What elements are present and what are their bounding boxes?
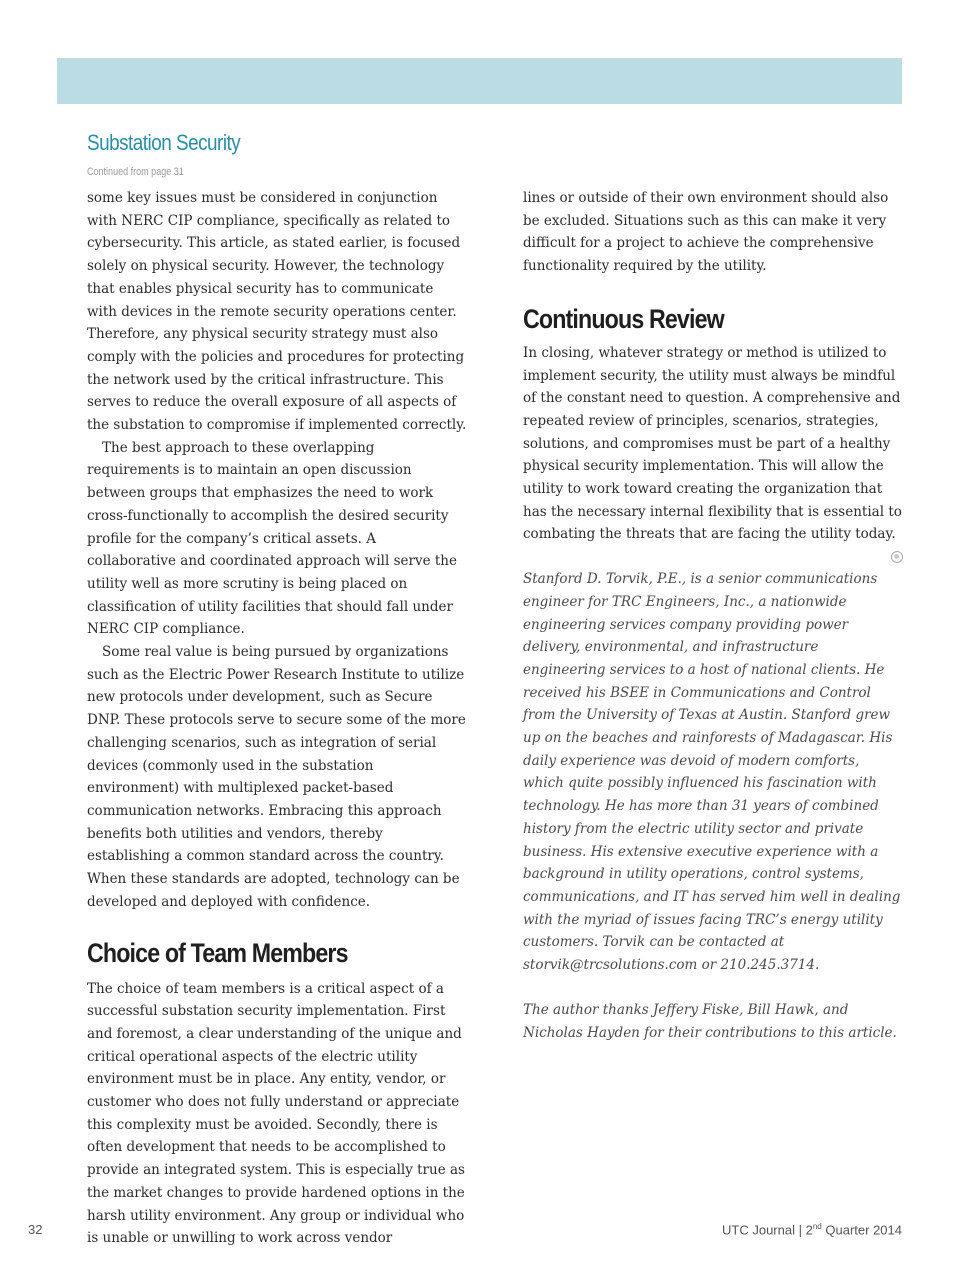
quarter-label: Quarter 2014: [825, 1222, 902, 1238]
page-number: 32: [28, 1222, 43, 1237]
end-of-article-icon: [891, 551, 903, 563]
acknowledgement: The author thanks Jeffery Fiske, Bill Hawk, and Nicholas Hayden for their contributions to this article.: [523, 1001, 897, 1041]
journal-name: UTC Journal: [722, 1222, 795, 1238]
quarter-suffix: nd: [812, 1222, 822, 1231]
header-banner: [57, 58, 902, 104]
quarter-number: 2: [805, 1222, 813, 1238]
author-bio: Stanford D. Torvik, P.E., is a senior communications engineer for TRC Engineers, Inc., a nationwide engineering services company providing power delivery, environmental, and infrastructure engineering services to a host of national clients. He received his BSEE in Communications and Control from the University of Texas at Austin. Stanford grew up on the beaches and rainforests of Madagascar. His daily experience was devoid of modern comforts, which quite possibly influenced his fascination with technology. He has more than 31 years of combined history from the electric utility sector and private business. His extensive executive experience with a background in utility operations, control systems, communications, and IT has served him well in dealing with the myriad of issues facing TRC’s energy utility customers. Torvik can be contacted at storvik@trcsolutions.com or 210.245.3714.: [523, 571, 901, 974]
paragraph-text: In closing, whatever strategy or method is utilized to implement security, the utility must always be mindful of the constant need to question. A comprehensive and repeated review of principles, scenarios, strategies, solutions, and compromises must be part of a healthy physical security implementation. This will allow the utility to work toward creating the organization that has the necessary internal flexibility that is essential to combating the threats that are facing the utility today.: [523, 344, 902, 543]
subheading-choice-of-team-members: Choice of Team Members: [87, 937, 348, 968]
footer-journal: [722, 1222, 902, 1237]
right-column: [523, 187, 903, 1044]
paragraph-closing: [523, 342, 903, 546]
paragraph: The best approach to these overlapping requirements is to maintain an open discussion between groups that emphasizes the need to work cross-functionally to accomplish the desired security profile for the company’s critical assets. A collaborative and coordinated approach will serve the utility well as more scrutiny is being placed on classification of utility facilities that should fall under NERC CIP compliance.: [87, 439, 457, 638]
subheading-continuous-review: Continuous Review: [523, 303, 724, 334]
paragraph: some key issues must be considered in conjunction with NERC CIP compliance, specifically as related to cybersecurity. This article, as stated earlier, is focused solely on physical security. However, the technology that enables physical security has to communicate with devices in the remote security operations center. Therefore, any physical security strategy must also comply with the policies and procedures for protecting the network used by the critical infrastructure. This serves to reduce the overall exposure of all aspects of the substation to compromise if implemented correctly.: [87, 190, 467, 434]
section-title: Substation Security: [87, 130, 241, 155]
continued-note: Continued from page 31: [87, 166, 184, 178]
paragraph: lines or outside of their own environment should also be excluded. Situations such as this can make it very difficult for a project to achieve the comprehensive functionality required by the utility.: [523, 190, 889, 275]
paragraph: Some real value is being pursued by organizations such as the Electric Power Research Institute to utilize new protocols under development, such as Secure DNP. These protocols serve to secure some of the more challenging scenarios, such as integration of serial devices (commonly used in the substation environment) with multiplexed packet-based communication networks. Embracing this approach benefits both utilities and vendors, thereby establishing a common standard across the country. When these standards are adopted, technology can be developed and deployed with confidence.: [87, 644, 466, 910]
paragraph: The choice of team members is a critical aspect of a successful substation security implementation. First and foremost, a clear understanding of the unique and critical operational aspects of the electric utility environment must be in place. Any entity, vendor, or customer who does not fully understand or appreciate this complexity must be avoided. Secondly, there is often development that needs to be accomplished to provide an integrated system. This is especially true as the market changes to provide hardened options in the harsh utility environment. Any group or individual who is unable or unwilling to work across vendor: [87, 980, 465, 1247]
footer-separator: |: [798, 1222, 802, 1238]
left-column: [87, 187, 467, 1250]
